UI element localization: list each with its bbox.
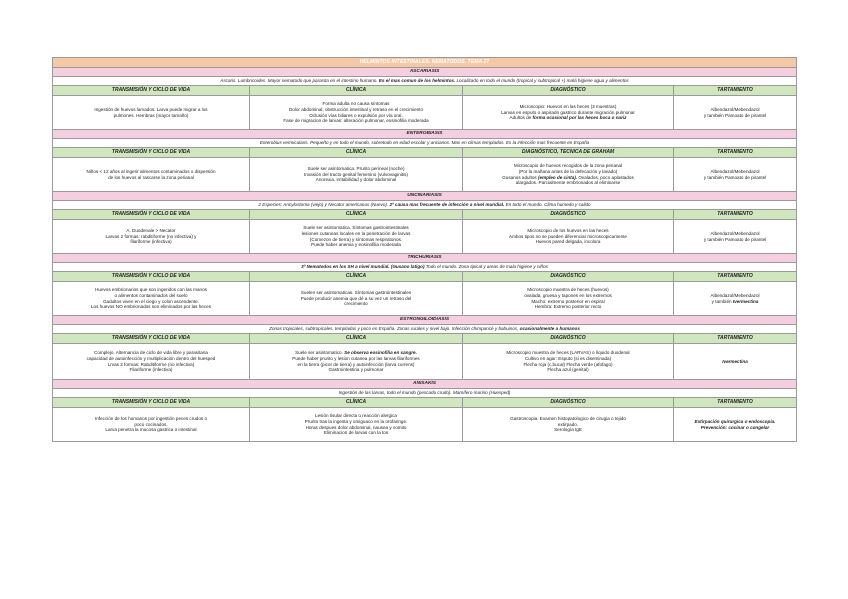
- intro-text: Zonas tropicales, subtropicales, templadas y poco en España. Zonas rurales y nivel bajo. Infección chimpancé y babuinos,: [269, 326, 520, 332]
- text-line: Suele ser asintomatica. Prurito perineal (noche): [307, 166, 405, 172]
- text-line: Albendazol/Mebendazol: [710, 106, 760, 112]
- text-line: [677, 425, 793, 431]
- page-title: HELMINTOS INTESTINALES. NEMATODOS. TEMA 27: [53, 58, 797, 68]
- cell-diagnostico: [463, 408, 674, 442]
- text-line: Flecha roja (c.bucal) Flecha verde (afofago): [523, 361, 613, 367]
- header-transmision: TRANSMISIÓN Y CICLO DE VIDA: [53, 148, 250, 158]
- text-line: Infección de los humanos por ingestión peces crudos o: [94, 416, 208, 422]
- cell-diagnostico: [463, 344, 674, 380]
- text-line: Albendazol/Mebendazol: [710, 292, 760, 298]
- header-row: [53, 334, 797, 344]
- header-diagnostico: DIAGNÓSTICO: [463, 272, 674, 282]
- text-line: Anorexia, irritabilidad y dolor abdominal: [315, 177, 397, 183]
- section-intro: [53, 139, 797, 148]
- header-tratamiento: TARTAMIENTO: [674, 272, 797, 282]
- text-line: lesiones cutaneas locales en la penetración de larvas: [301, 230, 411, 236]
- text-line: (Comezon de tierra) y síntomas respiratorios.: [309, 236, 403, 242]
- cell-diagnostico: [463, 282, 674, 316]
- text-line: pulmones. Hembras (mayor tamaño): [113, 112, 189, 118]
- intro-highlight: Es el mas comun de los helmintos.: [378, 78, 456, 84]
- cell-transmision: [53, 96, 250, 130]
- text-part: y también: [711, 298, 733, 304]
- text-line: Prurito tras la ingesta y omiguaco en la orofaringe.: [304, 418, 408, 424]
- intro-row: [53, 77, 797, 86]
- text-line: Oclusión vías biliares o expulsión por vía oral.: [309, 112, 403, 118]
- section-row: [53, 130, 797, 139]
- cell-transmision: [53, 282, 250, 316]
- header-row: [53, 86, 797, 96]
- text-line: Ingestión de huevos larvados. Larva puede migrar a los: [94, 106, 208, 112]
- body-row: [53, 96, 797, 130]
- body-row: [53, 220, 797, 254]
- header-diagnostico: DIAGNÓSTICO: [463, 210, 674, 220]
- body-row: [53, 282, 797, 316]
- cell-diagnostico: [463, 96, 674, 130]
- text-line: en la tierra (picor de tierra) y autoinfección (larva currens): [297, 361, 415, 367]
- text-line: Puede haber prurito y lesion cutanea por las larvas filariformes: [292, 355, 420, 361]
- nematodos-summary-sheet: [52, 57, 796, 442]
- text-line: Huevos embrionarios que son ingeridos con las manos: [95, 287, 207, 293]
- text-highlight: Prevención: cocinar o congelar: [700, 424, 770, 430]
- cell-clinica: [250, 96, 463, 130]
- text-line: y también Pamoato de pirantel: [703, 174, 767, 180]
- text-line: capacidad de autoinfección y multiplicación dentro del huesped: [86, 355, 216, 361]
- body-row: [53, 344, 797, 380]
- header-transmision: TRANSMISIÓN Y CICLO DE VIDA: [53, 86, 250, 96]
- cell-clinica: [250, 344, 463, 380]
- section-intro: [53, 325, 797, 334]
- nematodos-table: [52, 57, 797, 442]
- intro-highlight: ocasionalmente a humanos: [519, 326, 580, 332]
- header-row: [53, 148, 797, 158]
- text-line: Larvas en esputo o aspirado gastrico durante migración pulmonar: [501, 109, 635, 115]
- cell-clinica: [250, 282, 463, 316]
- text-line: [677, 299, 793, 305]
- text-line: Microscopio muestra de heces (huevos): [527, 287, 609, 293]
- text-line: A. Duodenale > Necator: [126, 228, 176, 234]
- section-name: ESTRONGILOIDIASIS: [53, 316, 797, 325]
- text-line: Huevos pared delgada, incolora: [535, 239, 601, 245]
- header-diagnostico: DIAGNÓSTICO, TECNICA DE GRAHAM: [463, 148, 674, 158]
- header-transmision: TRANSMISIÓN Y CICLO DE VIDA: [53, 272, 250, 282]
- header-clinica: CLÍNICA: [250, 272, 463, 282]
- text-line: de los huevos al rascarse la zona perianal: [108, 174, 194, 180]
- text-line: Microscopio muestra de heces (LARVAS) o líquido duodenal: [506, 350, 630, 356]
- text-line: Microscopio de los huevos en las heces: [527, 228, 609, 234]
- text-highlight: Ivermectina: [732, 298, 759, 304]
- intro-text: Localizado en todo el mundo (tropical y subtropical +) malá higiene agua y alimentos: [455, 78, 629, 84]
- cell-tratamiento: [674, 158, 797, 192]
- text-line: (Por la mañana antes de la defecación y lavado): [518, 168, 618, 174]
- text-part: Suele ser asintomatico.: [295, 350, 345, 356]
- intro-text: Todo el mundo. Zona tipical y areas de mala higiene y niños: [424, 264, 548, 270]
- section-row: [53, 192, 797, 201]
- header-tratamiento: TARTAMIENTO: [674, 398, 797, 408]
- text-line: Albendazol/Mebendazol: [710, 230, 760, 236]
- text-line: Eliminacion de larvas con la tos: [323, 430, 389, 436]
- cell-clinica: [250, 408, 463, 442]
- text-line: Los huevos NO embrionados son eliminados por las heces: [90, 304, 211, 310]
- cell-tratamiento: [674, 344, 797, 380]
- intro-highlight: 2ª causa mas frecuente de infección a nivel mundial.: [389, 202, 505, 208]
- text-line: Forma adulta no causa síntomas: [322, 101, 390, 107]
- text-line: Albendazol/Mebendazol: [710, 168, 760, 174]
- intro-text: En todo el mundo. Clima humedo y calido: [504, 202, 591, 208]
- header-transmision: TRANSMISIÓN Y CICLO DE VIDA: [53, 398, 250, 408]
- header-row: [53, 272, 797, 282]
- header-clinica: CLÍNICA: [250, 334, 463, 344]
- header-transmision: TRANSMISIÓN Y CICLO DE VIDA: [53, 334, 250, 344]
- text-highlight: Extirpación quirurgica o endoscopia.: [694, 418, 776, 424]
- title-row: [53, 58, 797, 68]
- text-line: Puede producir anemia que dé a su vez un retraso del: [300, 295, 412, 301]
- text-part: Gusanos adultos: [502, 174, 538, 180]
- section-intro: [53, 263, 797, 272]
- text-line: Hembra: Extremo posterior recto: [534, 304, 602, 310]
- header-tratamiento: TARTAMIENTO: [674, 210, 797, 220]
- text-line: filariforme (infectiva): [130, 239, 172, 245]
- intro-highlight: 3º Nematodos en los SH a nivel mundial. (Gusano latigo): [301, 264, 425, 270]
- intro-text: 2 Especies: Ancylostoma (viejo) y Necator americanus (Nuevo).: [258, 202, 390, 208]
- cell-transmision: [53, 220, 250, 254]
- section-row: [53, 254, 797, 263]
- text-line: Suelen ser asintomaticas. Síntomas gastrointestinales: [300, 290, 412, 296]
- header-tratamiento: TARTAMIENTO: [674, 148, 797, 158]
- text-line: Suele ser asintomatica. Síntomas gastrointestinales: [303, 225, 409, 231]
- section-name: TRICHURIASIS: [53, 254, 797, 263]
- section-intro: [53, 77, 797, 86]
- cell-tratamiento: [674, 96, 797, 130]
- cell-transmision: [53, 158, 250, 192]
- text-line: Gadultos viven en el ciego y colon ascendente.: [102, 298, 200, 304]
- text-line: Larva penetra la mucosa gastrica o intestinal: [105, 427, 197, 433]
- cell-clinica: [250, 220, 463, 254]
- text-part: Ovalados, poco aplastados: [577, 174, 634, 180]
- text-line: y también Pamoato de pirantel: [703, 112, 767, 118]
- header-diagnostico: DIAGNÓSTICO: [463, 334, 674, 344]
- text-line: Cultivo en agar: Esputo (si es diseminada): [524, 355, 612, 361]
- section-name: ENTEROBIASIS: [53, 130, 797, 139]
- text-highlight: Ivermectina: [722, 358, 748, 364]
- text-line: Serología IgE: [554, 427, 582, 433]
- text-line: Microscopio de huevos recogidos de la zona perianal: [513, 163, 623, 169]
- section-name: ASCARIASIS: [53, 68, 797, 77]
- text-line: Horas despues dolor abdominal, nausea y vomito: [305, 424, 407, 430]
- text-line: Puede haber anemia y eosinofilia moderada: [311, 242, 401, 248]
- text-line: Flecha azul (genital): [547, 367, 589, 373]
- header-diagnostico: DIAGNÓSTICO: [463, 398, 674, 408]
- text-line: Gastrointestina y pulmonar: [328, 367, 384, 373]
- text-line: ovalada, gruesa y tapones en los extremos: [524, 292, 612, 298]
- text-line: Lesión tisular directa o reacción alergica: [315, 413, 397, 419]
- text-line: extirpado.: [557, 421, 579, 427]
- cell-tratamiento: [674, 220, 797, 254]
- header-clinica: CLÍNICA: [250, 210, 463, 220]
- intro-text: Ascaris. Lumbricoides. Mayor nematodo que parasita en el intestino humano.: [220, 78, 379, 84]
- text-line: [677, 359, 793, 365]
- header-transmision: TRANSMISIÓN Y CICLO DE VIDA: [53, 210, 250, 220]
- text-line: crecimiento: [344, 301, 368, 307]
- text-line: Larvas 2 formas: rabditiforme (no infectiva) y: [105, 233, 197, 239]
- section-intro: [53, 389, 797, 398]
- header-clinica: CLÍNICA: [250, 86, 463, 96]
- intro-text: Ingestión de las larvas, todo el mundo (pescado crudo). Mamífero marino (Huesped): [338, 390, 511, 396]
- text-line: Complejo. Alternancia de ciclo de vida libre y parasitaria: [94, 350, 208, 356]
- text-line: Invasión del tracto genital femenino (vulvovaginitis): [304, 171, 408, 177]
- header-diagnostico: DIAGNÓSTICO: [463, 86, 674, 96]
- header-tratamiento: TARTAMIENTO: [674, 334, 797, 344]
- section-name: ANISAKIS: [53, 380, 797, 389]
- intro-row: [53, 389, 797, 398]
- text-highlight: (empleo de cinta).: [538, 174, 578, 180]
- text-line: o alimentos contaminados del suelo: [114, 292, 188, 298]
- intro-text: Enterobius vermicularis. Pequeño y en todo el mundo, sobretodo en edad escolar y ancianos. Mas en climas templados. Es la infección mas frecuente en España: [259, 140, 590, 146]
- text-line: Ambos tipos no se pueden diferenciar microscopicamente: [509, 233, 627, 239]
- text-line: Microscopio: Huevos en las heces (3 muestras): [519, 104, 617, 110]
- text-line: Macho: extremo posterior en espiral: [531, 298, 605, 304]
- cell-diagnostico: [463, 220, 674, 254]
- intro-row: [53, 325, 797, 334]
- intro-row: [53, 139, 797, 148]
- section-row: [53, 316, 797, 325]
- text-part: Adultos de: [509, 115, 533, 121]
- cell-diagnostico: [463, 158, 674, 192]
- header-row: [53, 398, 797, 408]
- section-name: UNCINARIASIS: [53, 192, 797, 201]
- text-line: alargados. Parcialmente embrionados al eliminarse: [515, 180, 621, 186]
- text-line: Gastroscopia. Examen histopatologico de cirugia o tejido: [510, 416, 626, 422]
- text-line: [466, 115, 670, 121]
- text-line: Niños < 12 años al ingerir alimentos contaminados o dispersión: [86, 168, 216, 174]
- text-highlight: Se observa eosinofilia en sangre.: [344, 350, 417, 356]
- intro-row: [53, 201, 797, 210]
- section-row: [53, 68, 797, 77]
- cell-tratamiento: [674, 408, 797, 442]
- cell-clinica: [250, 158, 463, 192]
- text-line: Lrvas 2 formas: Rabditiforme (no infectiva): [107, 361, 195, 367]
- section-intro: [53, 201, 797, 210]
- text-line: poco cocinados.: [134, 421, 168, 427]
- body-row: [53, 158, 797, 192]
- header-clinica: CLÍNICA: [250, 148, 463, 158]
- text-highlight: forma ocasional por las heces boca o nariz: [532, 115, 627, 121]
- cell-tratamiento: [674, 282, 797, 316]
- header-tratamiento: TARTAMIENTO: [674, 86, 797, 96]
- header-clinica: CLÍNICA: [250, 398, 463, 408]
- body-row: [53, 408, 797, 442]
- section-row: [53, 380, 797, 389]
- cell-transmision: [53, 344, 250, 380]
- header-row: [53, 210, 797, 220]
- intro-row: [53, 263, 797, 272]
- text-line: Dolor abdominal, obstrucción intestinal y retraso en el crecimiento: [288, 106, 424, 112]
- cell-transmision: [53, 408, 250, 442]
- text-line: y también Pamoato de pirantel: [703, 236, 767, 242]
- text-line: Fase de migracion de larvas: alteración pulmonar, eosinofilia moderada: [283, 118, 429, 124]
- text-line: Filariforme (infectiva): [129, 367, 173, 373]
